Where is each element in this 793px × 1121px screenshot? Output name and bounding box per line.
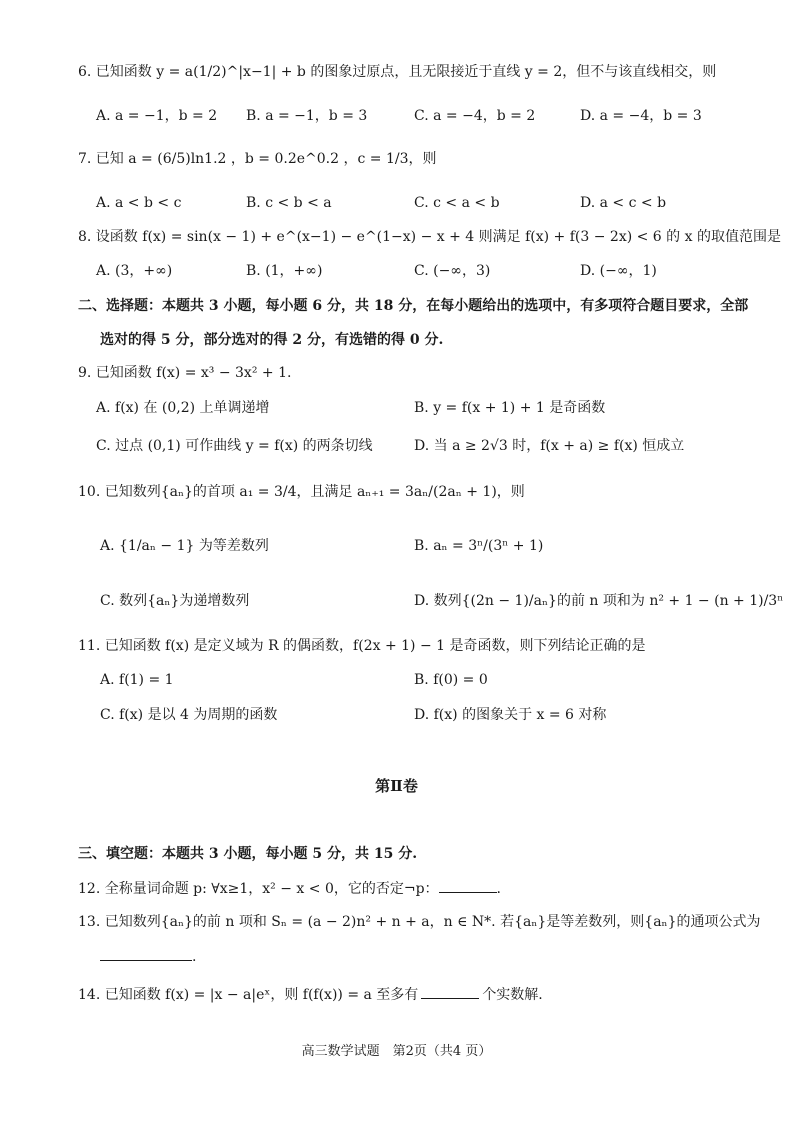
q7-stem: 7. 已知 a = (6/5)ln1.2 ，b = 0.2e^0.2 ，c = 1/3，则	[78, 151, 437, 167]
q8-option-b: B. (1，+∞)	[246, 263, 323, 279]
q6-option-d: D. a = −4，b = 3	[580, 108, 702, 124]
q14-answer-blank	[421, 984, 479, 999]
q12-text: 12. 全称量词命题 p: ∀x≥1，x² − x < 0，它的否定¬p：	[78, 881, 439, 897]
q6-stem	[78, 62, 716, 82]
section3-heading: 三、填空题：本题共 3 小题，每小题 5 分，共 15 分.	[78, 846, 418, 862]
q6-option-b: B. a = −1，b = 3	[246, 108, 368, 124]
q9-option-c: C. 过点 (0,1) 可作曲线 y = f(x) 的两条切线	[96, 438, 373, 454]
q13-answer-line	[100, 946, 196, 967]
q7-option-a: A. a < b < c	[96, 195, 182, 211]
q9-option-b: B. y = f(x + 1) + 1 是奇函数	[414, 400, 606, 416]
q7-option-c: C. c < a < b	[414, 195, 500, 211]
part2-title: 第Ⅱ卷	[375, 777, 418, 795]
q6-option-c: C. a = −4，b = 2	[414, 108, 536, 124]
q8-option-d: D. (−∞，1)	[580, 263, 657, 279]
q11-option-d: D. f(x) 的图象关于 x = 6 对称	[414, 707, 607, 723]
q12: 12. 全称量词命题 p: ∀x≥1，x² − x < 0，它的否定¬p： .	[78, 878, 501, 899]
q13-answer-blank	[100, 946, 192, 961]
section2-heading: 二、选择题：本题共 3 小题，每小题 6 分，共 18 分，在每小题给出的选项中，有多项符合题目要求，全部	[78, 298, 749, 314]
q8-stem: 8. 设函数 f(x) = sin(x − 1) + e^(x−1) − e^(1−x) − x + 4 则满足 f(x) + f(3 − 2x) < 6 的 x 的取值范围是	[78, 229, 781, 245]
q11-option-b: B. f(0) = 0	[414, 672, 488, 688]
q14	[78, 984, 543, 1005]
q10-stem: 10. 已知数列{aₙ}的首项 a₁ = 3/4，且满足 aₙ₊₁ = 3aₙ/(2aₙ + 1)，则	[78, 484, 525, 500]
q9-option-d: D. 当 a ≥ 2√3 时，f(x + a) ≥ f(x) 恒成立	[414, 438, 685, 454]
q12-answer-blank	[439, 878, 497, 893]
q8-option-c: C. (−∞，3)	[414, 263, 491, 279]
q13-end: .	[192, 949, 197, 965]
q11-stem: 11. 已知函数 f(x) 是定义域为 R 的偶函数，f(2x + 1) − 1 是奇函数，则下列结论正确的是	[78, 638, 646, 654]
page-footer: 高三数学试题 第2页（共4 页）	[301, 1044, 492, 1059]
q10-option-a: A. {1/aₙ − 1} 为等差数列	[100, 538, 269, 554]
q9-stem: 9. 已知函数 f(x) = x³ − 3x² + 1.	[78, 365, 292, 381]
q13-stem: 13. 已知数列{aₙ}的前 n 项和 Sₙ = (a − 2)n² + n + a，n ∈ N*. 若{aₙ}是等差数列，则{aₙ}的通项公式为	[78, 914, 761, 930]
q10-option-d: D. 数列{(2n − 1)/aₙ}的前 n 项和为 n² + 1 − (n + 1)/3ⁿ	[414, 593, 784, 609]
q7-option-b: B. c < b < a	[246, 195, 332, 211]
section2-heading-cont: 选对的得 5 分，部分选对的得 2 分，有选错的得 0 分.	[100, 332, 444, 348]
q6-option-a: A. a = −1，b = 2	[96, 108, 218, 124]
q6-stem-text: 6. 已知函数 y = a(1/2)^|x−1| + b 的图象过原点，且无限接近于直线 y = 2，但不与该直线相交，则	[78, 64, 717, 80]
q14-pre: 14. 已知函数 f(x) = |x − a|eˣ，则 f(f(x)) = a 至多有	[78, 987, 419, 1003]
q9-option-a: A. f(x) 在 (0,2) 上单调递增	[96, 400, 270, 416]
q11-option-a: A. f(1) = 1	[100, 672, 174, 688]
q14-post: 个实数解.	[482, 987, 543, 1003]
q11-option-c: C. f(x) 是以 4 为周期的函数	[100, 707, 278, 723]
q8-option-a: A. (3，+∞)	[96, 263, 173, 279]
q10-option-b: B. aₙ = 3ⁿ/(3ⁿ + 1)	[414, 538, 544, 554]
q10-option-c: C. 数列{aₙ}为递增数列	[100, 593, 250, 609]
q7-option-d: D. a < c < b	[580, 195, 667, 211]
